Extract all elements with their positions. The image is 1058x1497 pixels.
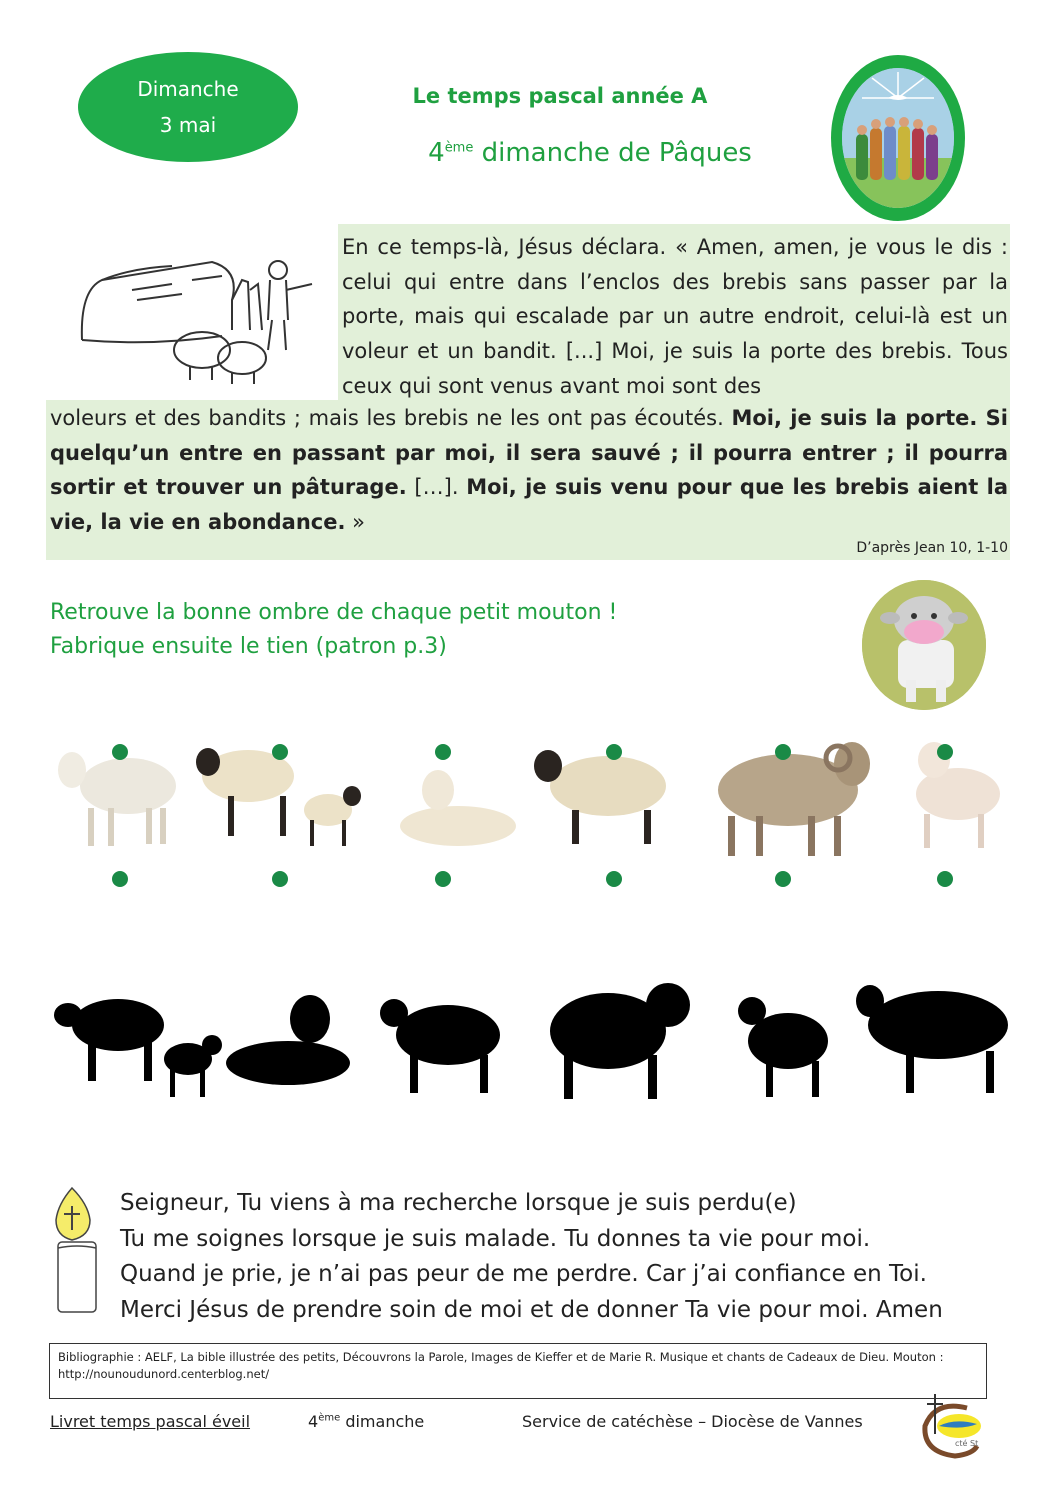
match-dot-bottom-1[interactable] <box>112 871 128 887</box>
prayer-line: Quand je prie, je n’ai pas peur de me perdre. Car j’ai confiance en Toi. <box>120 1261 927 1287</box>
date-badge <box>78 52 298 162</box>
paper-sheep-photo <box>862 580 986 710</box>
sheep-photo-2 <box>196 748 361 846</box>
sheep-photo-4 <box>534 750 666 844</box>
candle-icon <box>52 1186 102 1316</box>
sheepfold-drawing <box>72 250 322 390</box>
sheep-photo-6 <box>916 742 1000 848</box>
sheep-silhouettes-row <box>48 975 1018 1105</box>
prayer-line: Seigneur, Tu viens à ma recherche lorsque je suis perdu(e) <box>120 1190 797 1216</box>
silhouette-1 <box>54 999 222 1097</box>
gospel-text-top: En ce temps-là, Jésus déclara. « Amen, amen, je vous le dis : celui qui entre dans l’enclos des brebis sans passer par la porte, mais qui escalade par un autre endroit, celui-là est un voleur et un bandit. [...] Moi, je suis la porte des brebis. Tous ceux qui sont venus avant moi sont des <box>342 235 1008 398</box>
page-subtitle: 4ème dimanche de Pâques <box>428 138 752 168</box>
page-title: Le temps pascal année A <box>412 84 708 108</box>
sheep-photos-row <box>48 730 1018 865</box>
silhouette-6 <box>856 985 1008 1093</box>
prayer-text <box>120 1186 1000 1328</box>
match-dot-top-4[interactable] <box>606 744 622 760</box>
prayer-line: Merci Jésus de prendre soin de moi et de donner Ta vie pour moi. Amen <box>120 1296 943 1323</box>
gospel-source: D’après Jean 10, 1-10 <box>856 540 1008 556</box>
match-dot-bottom-2[interactable] <box>272 871 288 887</box>
silhouette-3 <box>380 999 500 1093</box>
date-day: Dimanche <box>137 77 239 101</box>
match-dot-top-1[interactable] <box>112 744 128 760</box>
silhouette-4 <box>550 983 690 1099</box>
catechesis-logo <box>915 1390 987 1462</box>
date-value: 3 mai <box>159 113 217 137</box>
match-dot-top-2[interactable] <box>272 744 288 760</box>
sheep-photo-1 <box>58 752 176 846</box>
match-dot-bottom-4[interactable] <box>606 871 622 887</box>
bibliography-box: Bibliographie : AELF, La bible illustrée des petits, Découvrons la Parole, Images de Kieffer et de Marie R. Musique et chants de Cadeaux de Dieu. Mouton : http://nounoudunord.centerblog.net/ <box>49 1343 987 1399</box>
match-dot-top-6[interactable] <box>937 744 953 760</box>
footer-service: Service de catéchèse – Diocèse de Vannes <box>522 1412 863 1431</box>
footer-booklet-title: Livret temps pascal éveil <box>50 1412 251 1431</box>
pentecost-illustration <box>831 55 965 221</box>
sheep-photo-5 <box>718 742 870 856</box>
match-dot-bottom-5[interactable] <box>775 871 791 887</box>
gospel-text-bottom: voleurs et des bandits ; mais les brebis ne les ont pas écoutés. Moi, je suis la porte. Si quelqu’un entre en passant par moi, il sera sauvé ; il pourra entrer ; il pourra sortir et trouver un pâturage. […]. Moi, je suis venu pour que les brebis aient la vie, la vie en abondance. » <box>50 406 1008 535</box>
footer-sunday: 4ème dimanche <box>308 1412 425 1431</box>
silhouette-5 <box>738 997 828 1097</box>
match-dot-top-5[interactable] <box>775 744 791 760</box>
activity-instruction-2: Fabrique ensuite le tien (patron p.3) <box>50 634 447 659</box>
activity-instruction-1: Retrouve la bonne ombre de chaque petit mouton ! <box>50 600 618 625</box>
silhouette-2 <box>226 995 350 1085</box>
prayer-line: Tu me soignes lorsque je suis malade. Tu donnes ta vie pour moi. <box>120 1225 871 1252</box>
logo-text: cté St <box>955 1439 979 1448</box>
match-dot-bottom-6[interactable] <box>937 871 953 887</box>
match-dot-bottom-3[interactable] <box>435 871 451 887</box>
sheep-photo-3 <box>400 770 516 846</box>
match-dot-top-3[interactable] <box>435 744 451 760</box>
